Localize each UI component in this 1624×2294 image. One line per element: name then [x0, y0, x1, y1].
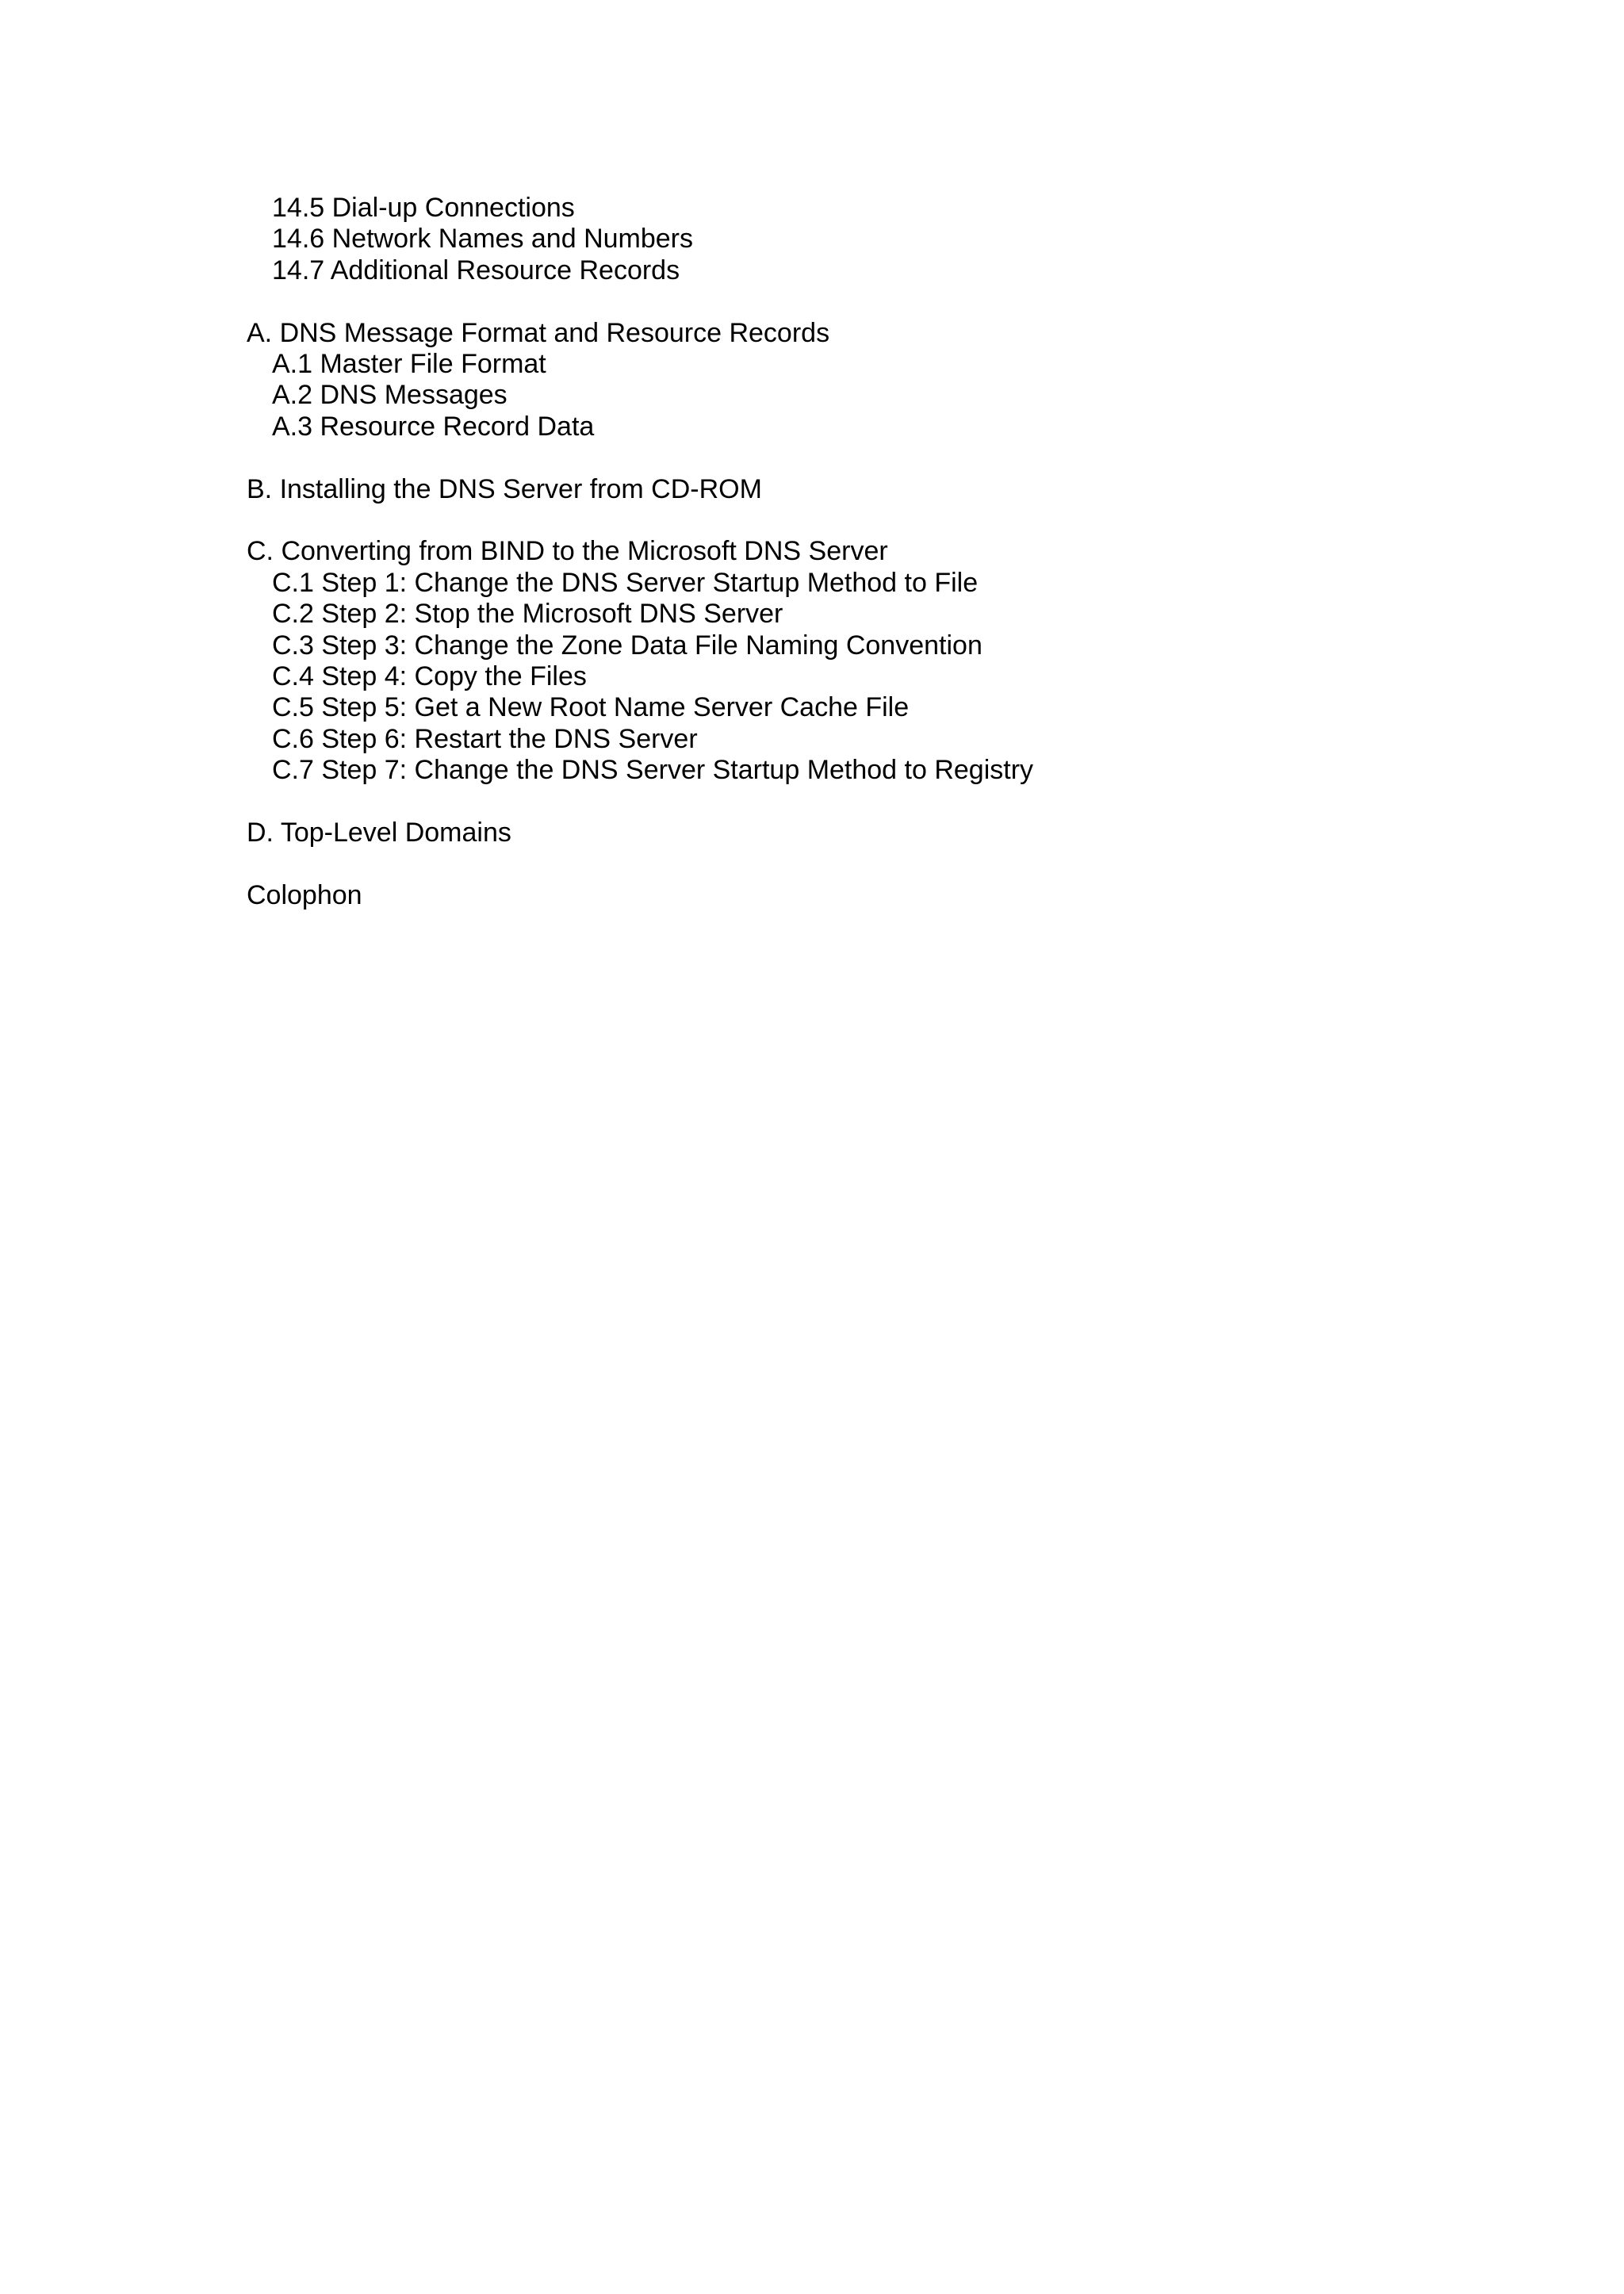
- toc-appendix-a: [247, 318, 1515, 443]
- toc-entry-appendix-c[interactable]: C. Converting from BIND to the Microsoft DNS Server: [247, 536, 888, 567]
- toc-appendix-d: [247, 818, 1515, 848]
- toc-colophon: [247, 880, 1515, 911]
- toc-entry-14-6[interactable]: 14.6 Network Names and Numbers: [272, 224, 694, 255]
- toc-entry-14-7[interactable]: 14.7 Additional Resource Records: [272, 255, 680, 285]
- toc-entry-appendix-b[interactable]: B. Installing the DNS Server from CD-ROM: [247, 473, 762, 504]
- toc-appendix-c: [247, 536, 1515, 786]
- toc-entry-c-4[interactable]: C.4 Step 4: Copy the Files: [272, 661, 587, 692]
- toc-entry-c-6[interactable]: C.6 Step 6: Restart the DNS Server: [272, 723, 698, 754]
- toc-chapter-14-continuation: [247, 193, 1515, 286]
- toc-entry-c-2[interactable]: C.2 Step 2: Stop the Microsoft DNS Server: [272, 599, 783, 630]
- toc-entry-14-5[interactable]: 14.5 Dial-up Connections: [272, 193, 575, 223]
- table-of-contents: [247, 193, 1515, 911]
- toc-entry-c-5[interactable]: C.5 Step 5: Get a New Root Name Server Cache File: [272, 692, 910, 723]
- toc-appendix-b: [247, 474, 1515, 505]
- toc-entry-c-7[interactable]: C.7 Step 7: Change the DNS Server Startup Method to Registry: [272, 755, 1034, 786]
- toc-entry-colophon[interactable]: Colophon: [247, 879, 362, 910]
- toc-entry-a-1[interactable]: A.1 Master File Format: [272, 349, 546, 380]
- toc-entry-appendix-a[interactable]: A. DNS Message Format and Resource Records: [247, 317, 830, 348]
- toc-entry-c-3[interactable]: C.3 Step 3: Change the Zone Data File Naming Convention: [272, 630, 982, 661]
- toc-entry-appendix-d[interactable]: D. Top-Level Domains: [247, 818, 511, 848]
- toc-entry-a-2[interactable]: A.2 DNS Messages: [272, 380, 508, 411]
- toc-entry-c-1[interactable]: C.1 Step 1: Change the DNS Server Startup Method to File: [272, 567, 979, 598]
- toc-entry-a-3[interactable]: A.3 Resource Record Data: [272, 411, 595, 442]
